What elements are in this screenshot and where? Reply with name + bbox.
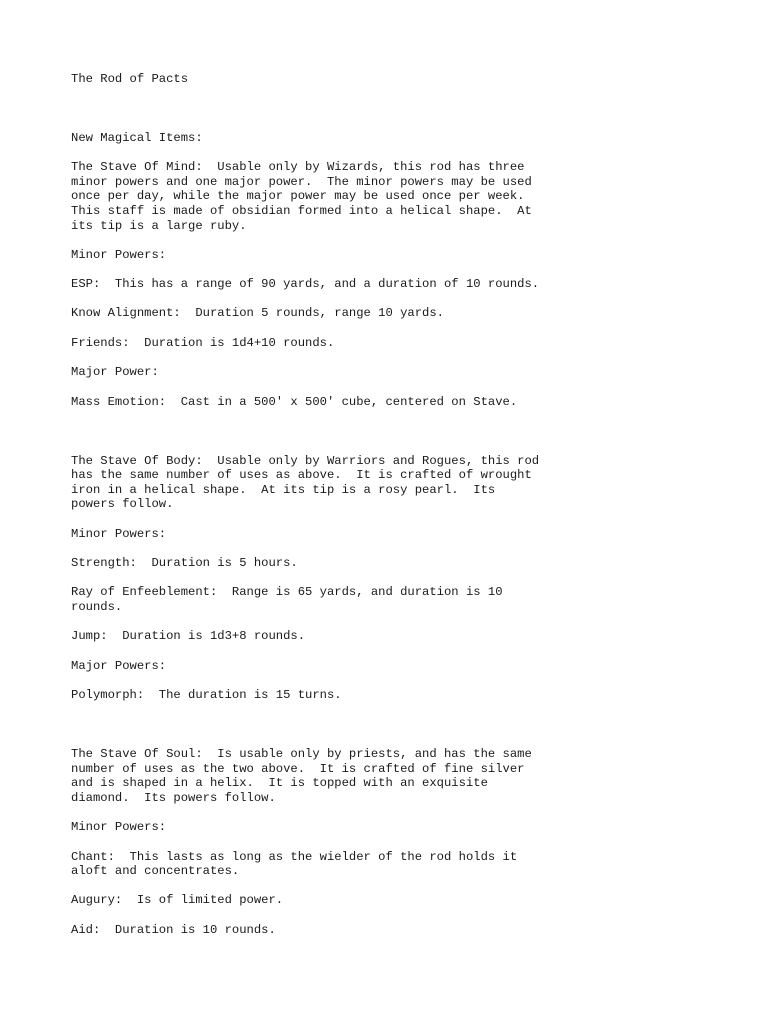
body-intro-line: The Stave Of Body: Usable only by Warriors and Rogues, this rod — [71, 454, 540, 468]
mind-intro-line: minor powers and one major power. The minor powers may be used — [71, 175, 532, 189]
mind-intro-line: This staff is made of obsidian formed into a helical shape. At — [71, 204, 532, 218]
mind-minor-esp: ESP: This has a range of 90 yards, and a duration of 10 rounds. — [71, 277, 540, 291]
body-major-polymorph: Polymorph: The duration is 15 turns. — [71, 688, 342, 702]
body-intro-line: has the same number of uses as above. It is crafted of wrought — [71, 468, 532, 482]
mind-major-heading: Major Power: — [71, 365, 159, 379]
mind-minor-know-alignment: Know Alignment: Duration 5 rounds, range 10 yards. — [71, 306, 444, 320]
mind-intro-line: The Stave Of Mind: Usable only by Wizards, this rod has three — [71, 160, 525, 174]
soul-minor-augury: Augury: Is of limited power. — [71, 893, 284, 907]
body-minor-heading: Minor Powers: — [71, 527, 167, 541]
body-minor-strength: Strength: Duration is 5 hours. — [71, 556, 298, 570]
mind-intro-line: once per day, while the major power may be used once per week. — [71, 189, 525, 203]
mind-intro-line: its tip is a large ruby. — [71, 219, 247, 233]
mind-minor-friends: Friends: Duration is 1d4+10 rounds. — [71, 336, 335, 350]
body-intro-line: iron in a helical shape. At its tip is a rosy pearl. Its — [71, 483, 496, 497]
soul-intro-line: and is shaped in a helix. It is topped with an exquisite — [71, 776, 488, 790]
soul-minor-chant-line: aloft and concentrates. — [71, 864, 240, 878]
section-heading: New Magical Items: — [71, 131, 203, 145]
soul-intro-line: The Stave Of Soul: Is usable only by priests, and has the same — [71, 747, 532, 761]
mind-minor-heading: Minor Powers: — [71, 248, 167, 262]
soul-minor-heading: Minor Powers: — [71, 820, 167, 834]
document-title: The Rod of Pacts — [71, 72, 189, 86]
body-minor-ray-line: rounds. — [71, 600, 123, 614]
mind-major-mass-emotion: Mass Emotion: Cast in a 500' x 500' cube, centered on Stave. — [71, 395, 518, 409]
soul-minor-chant-line: Chant: This lasts as long as the wielder of the rod holds it — [71, 850, 518, 864]
soul-intro-line: number of uses as the two above. It is crafted of fine silver — [71, 762, 525, 776]
soul-minor-aid: Aid: Duration is 10 rounds. — [71, 923, 276, 937]
body-major-heading: Major Powers: — [71, 659, 167, 673]
body-minor-jump: Jump: Duration is 1d3+8 rounds. — [71, 629, 306, 643]
body-minor-ray-line: Ray of Enfeeblement: Range is 65 yards, and duration is 10 — [71, 585, 503, 599]
body-intro-line: powers follow. — [71, 497, 174, 511]
soul-intro-line: diamond. Its powers follow. — [71, 791, 276, 805]
